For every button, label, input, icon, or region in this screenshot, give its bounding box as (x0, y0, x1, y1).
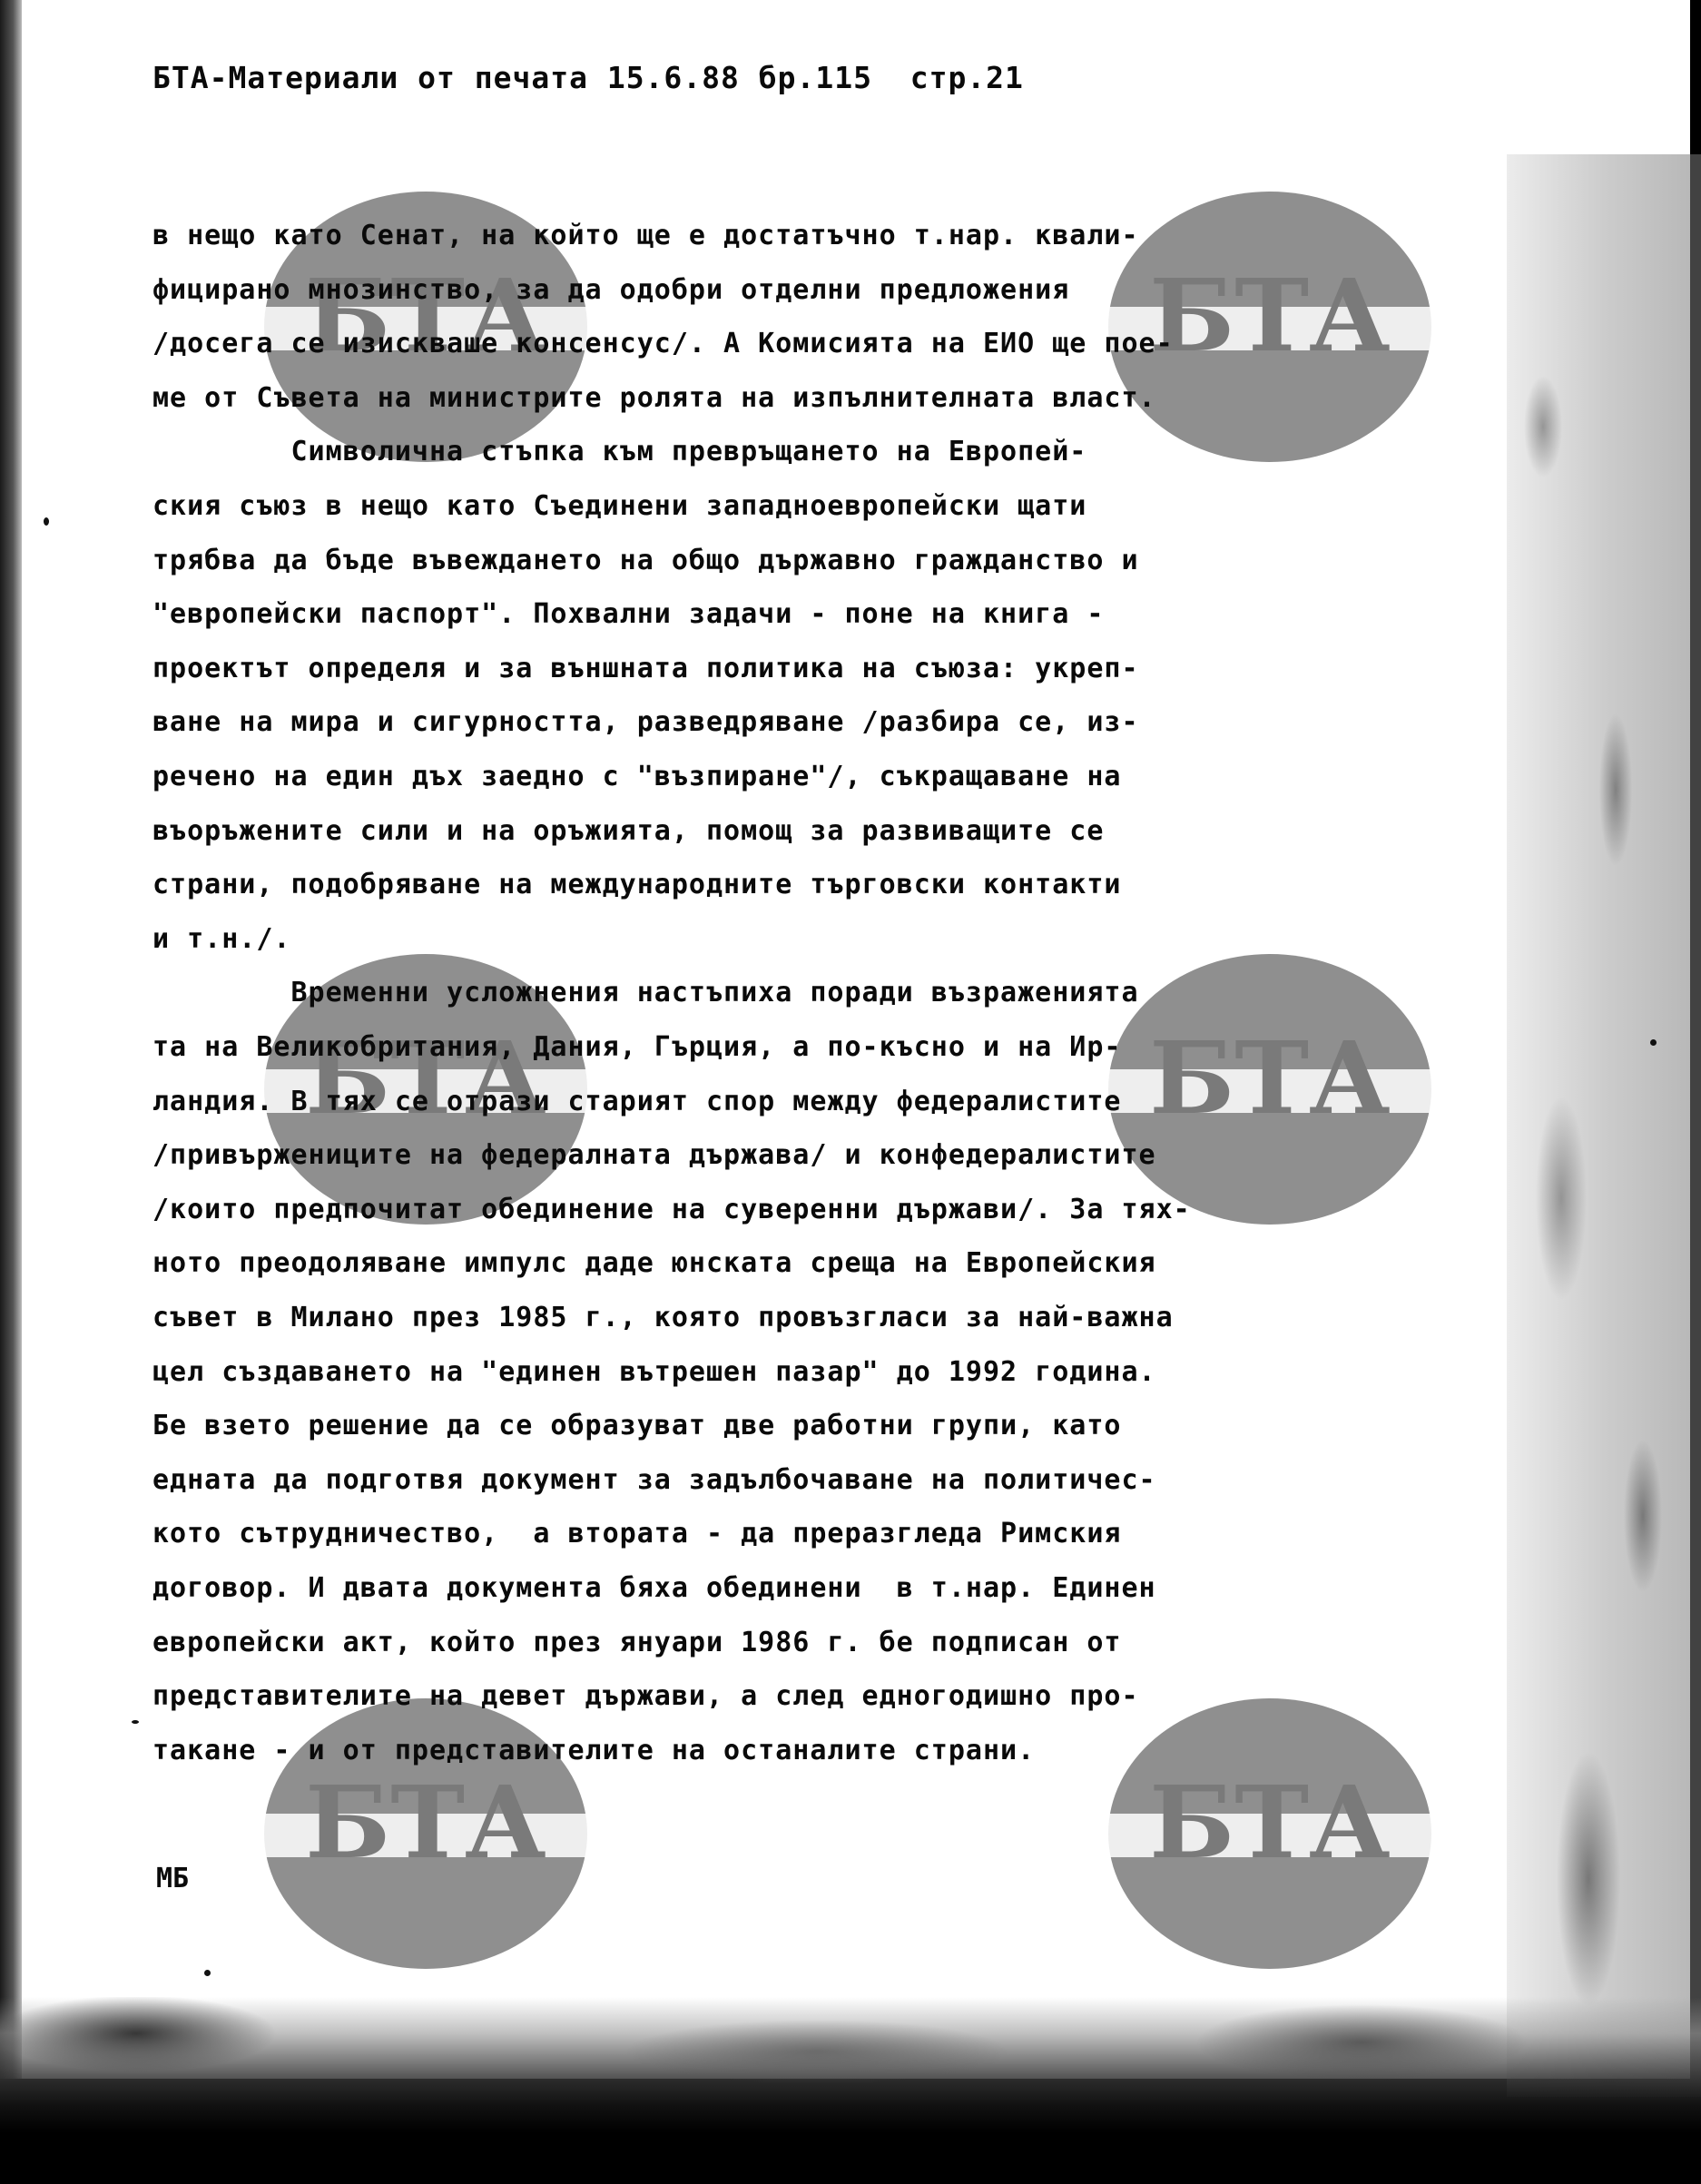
scan-speck (1650, 1039, 1657, 1046)
svg-text:БТА: БТА (305, 1764, 546, 1881)
scan-speck (132, 1720, 139, 1724)
document-header: БТА-Материали от печата 15.6.88 бр.115 стр.21 (152, 60, 1024, 95)
watermark-logo-top-right (1107, 191, 1432, 463)
scan-speck (44, 517, 49, 526)
svg-text:БТА: БТА (305, 1019, 546, 1136)
svg-text:БТА: БТА (1149, 1764, 1391, 1881)
watermark-logo-bottom-right (1107, 1697, 1432, 1970)
watermark-logo-middle-right (1107, 953, 1432, 1225)
author-initials: МБ (156, 1863, 190, 1894)
scan-speck (204, 1970, 211, 1976)
svg-text:БТА: БТА (1149, 257, 1391, 374)
svg-text:БТА: БТА (305, 257, 546, 374)
scan-left-edge (0, 0, 22, 2079)
svg-text:БТА: БТА (1149, 1019, 1391, 1136)
scan-right-margin-noise (1507, 154, 1701, 2097)
scan-bottom-edge (0, 1997, 1701, 2184)
